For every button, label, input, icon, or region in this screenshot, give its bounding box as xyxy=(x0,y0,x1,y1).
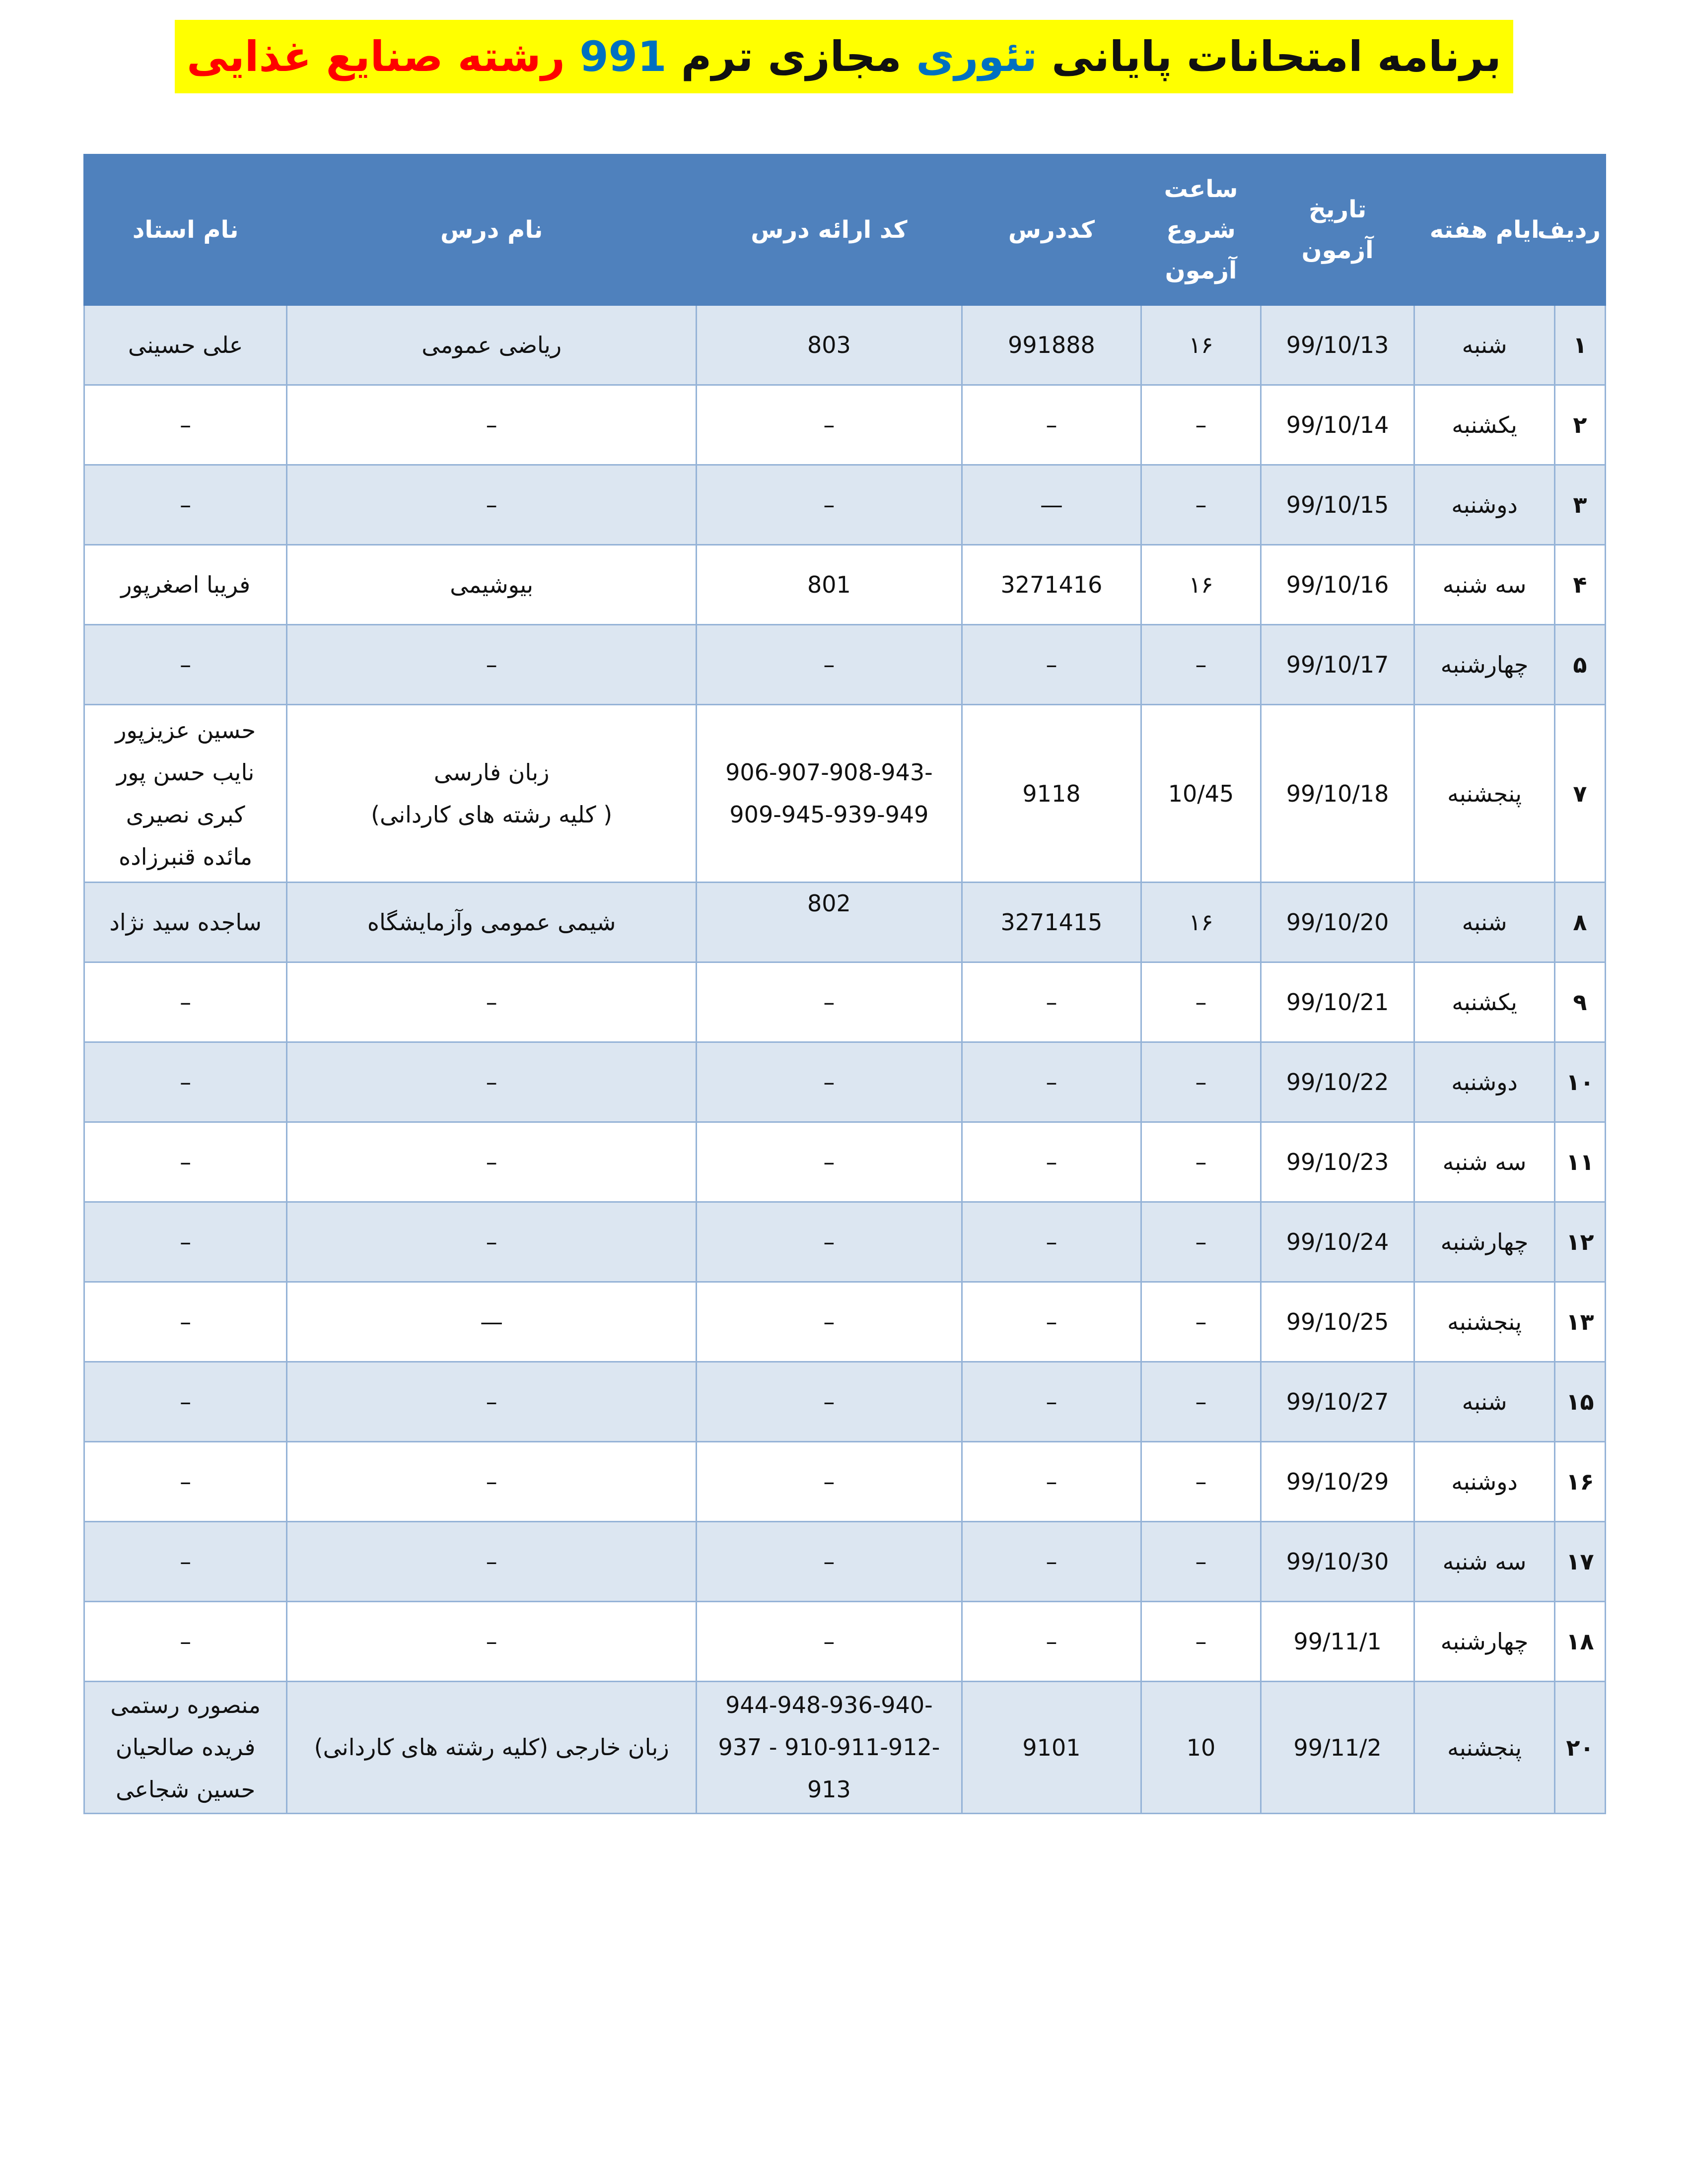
cell-date: 99/10/20 xyxy=(1261,883,1414,962)
cell-row-number: ۱۵ xyxy=(1554,1362,1605,1442)
header-start-time xyxy=(1141,155,1261,305)
cell-offering-code-line: 801 xyxy=(807,571,851,598)
cell-instructor-line: – xyxy=(180,411,192,438)
cell-course-code: 3271416 xyxy=(962,545,1141,625)
cell-instructor xyxy=(84,962,287,1042)
cell-offering-code-line: 803 xyxy=(807,331,851,358)
cell-offering-code xyxy=(697,465,962,545)
cell-weekday: یکشنبه xyxy=(1414,962,1555,1042)
cell-row-number: ۱۲ xyxy=(1554,1202,1605,1282)
cell-offering-code-line: 906-907-908-943- xyxy=(725,758,933,786)
cell-offering-code-line: – xyxy=(823,1068,835,1095)
table-row xyxy=(84,1522,1606,1602)
cell-offering-code xyxy=(697,385,962,465)
cell-offering-code-line: 937 - 910-911-912- xyxy=(718,1734,940,1761)
cell-course-name-line: – xyxy=(486,411,497,438)
cell-date: 99/10/14 xyxy=(1261,385,1414,465)
table-row xyxy=(84,1202,1606,1282)
cell-offering-code-line: – xyxy=(823,491,835,518)
cell-instructor xyxy=(84,1202,287,1282)
cell-course-name-line: — xyxy=(480,1308,503,1335)
cell-course-code: – xyxy=(962,962,1141,1042)
cell-course-code: 9101 xyxy=(962,1682,1141,1814)
cell-instructor xyxy=(84,465,287,545)
table-row xyxy=(84,1282,1606,1362)
cell-course-name-line: – xyxy=(486,1228,497,1255)
cell-weekday: پنجشنبه xyxy=(1414,1282,1555,1362)
cell-instructor-line: کبری نصیری xyxy=(126,801,245,828)
cell-offering-code xyxy=(697,1202,962,1282)
cell-date: 99/10/18 xyxy=(1261,705,1414,883)
cell-row-number: ۲۰ xyxy=(1554,1682,1605,1814)
cell-instructor xyxy=(84,1282,287,1362)
cell-start-time: – xyxy=(1141,1202,1261,1282)
cell-weekday: دوشنبه xyxy=(1414,465,1555,545)
cell-start-time: – xyxy=(1141,962,1261,1042)
cell-date: 99/10/23 xyxy=(1261,1122,1414,1202)
cell-date: 99/10/27 xyxy=(1261,1362,1414,1442)
cell-start-time: – xyxy=(1141,1282,1261,1362)
cell-row-number: ۱۳ xyxy=(1554,1282,1605,1362)
cell-course-code: – xyxy=(962,1522,1141,1602)
cell-offering-code xyxy=(697,1362,962,1442)
cell-start-time: ۱۶ xyxy=(1141,305,1261,385)
cell-start-time: ۱۶ xyxy=(1141,883,1261,962)
cell-course-name xyxy=(287,1602,697,1682)
cell-instructor xyxy=(84,305,287,385)
cell-date: 99/10/21 xyxy=(1261,962,1414,1042)
cell-instructor-line: – xyxy=(180,651,192,678)
cell-offering-code xyxy=(697,305,962,385)
cell-instructor-line: – xyxy=(180,1468,192,1495)
cell-row-number: ۱۶ xyxy=(1554,1442,1605,1522)
cell-offering-code-line: – xyxy=(823,1548,835,1575)
cell-course-name xyxy=(287,1442,697,1522)
cell-course-name-line: ( کلیه رشته های کاردانی) xyxy=(371,801,613,828)
cell-instructor xyxy=(84,1362,287,1442)
cell-weekday: پنجشنبه xyxy=(1414,705,1555,883)
cell-offering-code-line: – xyxy=(823,1228,835,1255)
cell-course-name-line: – xyxy=(486,1068,497,1095)
cell-date: 99/11/2 xyxy=(1261,1682,1414,1814)
page-title xyxy=(175,20,1513,93)
cell-start-time: – xyxy=(1141,1042,1261,1122)
cell-start-time: 10/45 xyxy=(1141,705,1261,883)
cell-course-code: 991888 xyxy=(962,305,1141,385)
cell-course-name xyxy=(287,625,697,705)
cell-course-code: 9118 xyxy=(962,705,1141,883)
cell-offering-code-line: – xyxy=(823,1628,835,1655)
table-row xyxy=(84,305,1606,385)
cell-offering-code-line: – xyxy=(823,988,835,1016)
cell-offering-code xyxy=(697,1442,962,1522)
cell-instructor-line: – xyxy=(180,1548,192,1575)
cell-start-time: ۱۶ xyxy=(1141,545,1261,625)
cell-course-name xyxy=(287,1202,697,1282)
cell-instructor-line: فریبا اصغرپور xyxy=(121,571,251,598)
cell-offering-code-line: 944-948-936-940- xyxy=(725,1692,933,1718)
header-time-line: ساعت xyxy=(1164,175,1238,203)
cell-instructor xyxy=(84,1122,287,1202)
cell-course-name xyxy=(287,1282,697,1362)
cell-offering-code xyxy=(697,1122,962,1202)
cell-row-number: ۵ xyxy=(1554,625,1605,705)
title-part-2: تئوری xyxy=(916,32,1037,81)
cell-course-name-line: – xyxy=(486,651,497,678)
cell-course-name-line: – xyxy=(486,1148,497,1175)
header-date-line: تاریخ xyxy=(1308,196,1367,223)
table-row xyxy=(84,1042,1606,1122)
cell-start-time: – xyxy=(1141,625,1261,705)
cell-course-code: – xyxy=(962,1042,1141,1122)
cell-offering-code-line: 909-945-939-949 xyxy=(729,801,929,828)
cell-instructor xyxy=(84,1682,287,1814)
cell-start-time: – xyxy=(1141,1362,1261,1442)
cell-instructor xyxy=(84,545,287,625)
table-row xyxy=(84,962,1606,1042)
title-part-3: مجازی ترم xyxy=(666,32,916,81)
cell-weekday: دوشنبه xyxy=(1414,1042,1555,1122)
cell-course-name-line: شیمی عمومی وآزمایشگاه xyxy=(367,908,616,936)
cell-instructor xyxy=(84,625,287,705)
cell-start-time: – xyxy=(1141,1522,1261,1602)
cell-course-name xyxy=(287,385,697,465)
table-row xyxy=(84,1362,1606,1442)
cell-row-number: ۱ xyxy=(1554,305,1605,385)
cell-offering-code xyxy=(697,962,962,1042)
cell-course-name-line: – xyxy=(486,1548,497,1575)
cell-course-name xyxy=(287,705,697,883)
cell-offering-code xyxy=(697,1042,962,1122)
cell-offering-code-line: – xyxy=(823,1388,835,1415)
cell-offering-code-line: 913 xyxy=(807,1776,851,1803)
cell-row-number: ۷ xyxy=(1554,705,1605,883)
cell-weekday: چهارشنبه xyxy=(1414,625,1555,705)
cell-instructor-line: فریده صالحیان xyxy=(115,1734,256,1761)
cell-course-name-line: بیوشیمی xyxy=(450,571,534,598)
cell-date: 99/10/29 xyxy=(1261,1442,1414,1522)
cell-course-code: — xyxy=(962,465,1141,545)
header-time-line: شروع xyxy=(1166,216,1236,244)
cell-instructor-line: – xyxy=(180,1388,192,1415)
cell-course-name-line: – xyxy=(486,988,497,1016)
cell-instructor-line: منصوره رستمی xyxy=(110,1692,261,1718)
cell-instructor xyxy=(84,1442,287,1522)
cell-course-code: – xyxy=(962,1362,1141,1442)
cell-offering-code-line: – xyxy=(823,1468,835,1495)
table-body xyxy=(84,305,1606,1814)
cell-date: 99/10/25 xyxy=(1261,1282,1414,1362)
cell-row-number: ۳ xyxy=(1554,465,1605,545)
table-row xyxy=(84,1682,1606,1814)
cell-offering-code-line: – xyxy=(823,1148,835,1175)
cell-course-name-line: – xyxy=(486,1468,497,1495)
cell-weekday: چهارشنبه xyxy=(1414,1602,1555,1682)
title-part-5: رشته صنایع غذایی xyxy=(187,32,580,81)
cell-row-number: ۱۸ xyxy=(1554,1602,1605,1682)
header-row-number: ردیف xyxy=(1554,155,1605,305)
cell-course-name-line: ریاضی عمومی xyxy=(422,331,562,358)
cell-course-name-line: – xyxy=(486,491,497,518)
header-date xyxy=(1261,155,1414,305)
cell-course-code: – xyxy=(962,1602,1141,1682)
cell-instructor-line: – xyxy=(180,1628,192,1655)
table-row xyxy=(84,705,1606,883)
header-instructor: نام استاد xyxy=(84,155,287,305)
title-term: 991 xyxy=(579,32,667,81)
cell-weekday: چهارشنبه xyxy=(1414,1202,1555,1282)
cell-instructor xyxy=(84,883,287,962)
cell-course-code: – xyxy=(962,1202,1141,1282)
cell-offering-code xyxy=(697,883,962,962)
cell-instructor xyxy=(84,1522,287,1602)
cell-weekday: سه شنبه xyxy=(1414,545,1555,625)
exam-schedule-table xyxy=(83,154,1606,1814)
cell-course-code: – xyxy=(962,1282,1141,1362)
cell-course-name-line: – xyxy=(486,1628,497,1655)
cell-course-name xyxy=(287,1122,697,1202)
table-row xyxy=(84,625,1606,705)
cell-course-name xyxy=(287,465,697,545)
cell-start-time: 10 xyxy=(1141,1682,1261,1814)
header-course-code: کددرس xyxy=(962,155,1141,305)
cell-course-name-line: زبان خارجی (کلیه رشته های کاردانی) xyxy=(314,1734,669,1761)
cell-course-name-line: زبان فارسی xyxy=(433,758,550,786)
table-row xyxy=(84,385,1606,465)
cell-offering-code xyxy=(697,1522,962,1602)
cell-date: 99/10/13 xyxy=(1261,305,1414,385)
cell-weekday: یکشنبه xyxy=(1414,385,1555,465)
table-row xyxy=(84,1442,1606,1522)
cell-weekday: شنبه xyxy=(1414,883,1555,962)
cell-offering-code-line: – xyxy=(823,1308,835,1335)
cell-instructor-line: – xyxy=(180,1308,192,1335)
cell-course-code: – xyxy=(962,1122,1141,1202)
header-offering-code: کد ارائه درس xyxy=(697,155,962,305)
cell-instructor xyxy=(84,385,287,465)
cell-course-code: 3271415 xyxy=(962,883,1141,962)
cell-instructor xyxy=(84,1042,287,1122)
cell-weekday: سه شنبه xyxy=(1414,1122,1555,1202)
table-row xyxy=(84,545,1606,625)
cell-row-number: ۱۱ xyxy=(1554,1122,1605,1202)
cell-start-time: – xyxy=(1141,465,1261,545)
cell-instructor-line: – xyxy=(180,1148,192,1175)
cell-row-number: ۱۰ xyxy=(1554,1042,1605,1122)
cell-instructor-line: ساجده سید نژاد xyxy=(109,908,262,936)
cell-offering-code xyxy=(697,1602,962,1682)
table-row xyxy=(84,883,1606,962)
cell-course-code: – xyxy=(962,385,1141,465)
cell-course-name xyxy=(287,1042,697,1122)
cell-weekday: سه شنبه xyxy=(1414,1522,1555,1602)
cell-course-name xyxy=(287,1522,697,1602)
cell-instructor xyxy=(84,705,287,883)
title-container xyxy=(0,20,1688,93)
cell-offering-code xyxy=(697,545,962,625)
cell-date: 99/10/15 xyxy=(1261,465,1414,545)
cell-offering-code-line: 802 xyxy=(807,889,851,917)
header-weekday: ایام هفته xyxy=(1414,155,1555,305)
cell-instructor-line: – xyxy=(180,491,192,518)
cell-row-number: ۸ xyxy=(1554,883,1605,962)
cell-date: 99/10/30 xyxy=(1261,1522,1414,1602)
table-row xyxy=(84,1122,1606,1202)
cell-date: 99/10/17 xyxy=(1261,625,1414,705)
cell-course-name-line: – xyxy=(486,1388,497,1415)
cell-instructor-line: حسین عزیزپور xyxy=(115,716,256,744)
cell-start-time: – xyxy=(1141,1442,1261,1522)
cell-weekday: پنجشنبه xyxy=(1414,1682,1555,1814)
table-row xyxy=(84,1602,1606,1682)
cell-start-time: – xyxy=(1141,1602,1261,1682)
cell-course-code: – xyxy=(962,1442,1141,1522)
title-part-1: برنامه امتحانات پایانی xyxy=(1037,32,1501,81)
header-course-name: نام درس xyxy=(287,155,697,305)
cell-offering-code xyxy=(697,625,962,705)
cell-weekday: دوشنبه xyxy=(1414,1442,1555,1522)
header-time-line: آزمون xyxy=(1165,257,1237,284)
cell-course-name xyxy=(287,962,697,1042)
cell-course-name xyxy=(287,305,697,385)
cell-instructor xyxy=(84,1602,287,1682)
cell-course-name xyxy=(287,1362,697,1442)
cell-instructor-line: – xyxy=(180,1228,192,1255)
cell-date: 99/10/16 xyxy=(1261,545,1414,625)
cell-instructor-line: علی حسینی xyxy=(128,331,243,358)
cell-offering-code xyxy=(697,705,962,883)
cell-offering-code xyxy=(697,1682,962,1814)
cell-course-name xyxy=(287,883,697,962)
cell-date: 99/10/24 xyxy=(1261,1202,1414,1282)
cell-weekday: شنبه xyxy=(1414,1362,1555,1442)
cell-row-number: ۲ xyxy=(1554,385,1605,465)
cell-offering-code-line: – xyxy=(823,651,835,678)
table-row xyxy=(84,465,1606,545)
cell-start-time: – xyxy=(1141,1122,1261,1202)
cell-instructor-line: – xyxy=(180,1068,192,1095)
cell-row-number: ۹ xyxy=(1554,962,1605,1042)
cell-date: 99/11/1 xyxy=(1261,1602,1414,1682)
cell-row-number: ۱۷ xyxy=(1554,1522,1605,1602)
cell-instructor-line: – xyxy=(180,988,192,1016)
cell-offering-code-line: – xyxy=(823,411,835,438)
cell-weekday: شنبه xyxy=(1414,305,1555,385)
cell-course-name xyxy=(287,1682,697,1814)
cell-course-name xyxy=(287,545,697,625)
cell-instructor-line: مائده قنبرزاده xyxy=(119,843,253,870)
cell-row-number: ۴ xyxy=(1554,545,1605,625)
cell-start-time: – xyxy=(1141,385,1261,465)
cell-instructor-line: حسین شجاعی xyxy=(116,1776,256,1803)
cell-offering-code xyxy=(697,1282,962,1362)
cell-course-code: – xyxy=(962,625,1141,705)
header-row xyxy=(84,155,1606,305)
cell-date: 99/10/22 xyxy=(1261,1042,1414,1122)
header-date-line: آزمون xyxy=(1301,236,1374,264)
cell-instructor-line: نایب حسن پور xyxy=(117,758,255,786)
